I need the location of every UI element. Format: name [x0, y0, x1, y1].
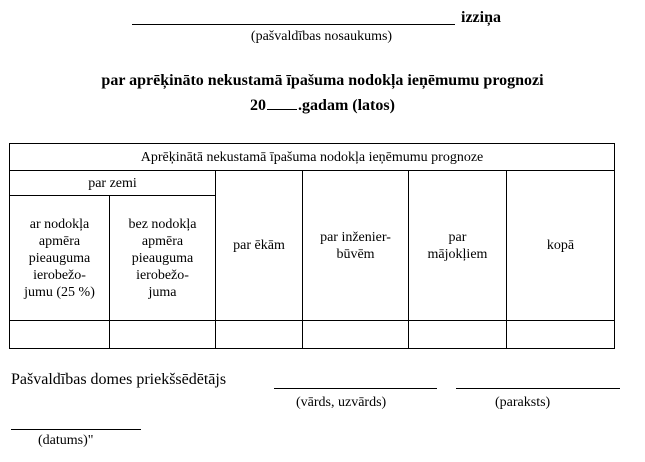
cell-buildings[interactable]: [216, 321, 303, 349]
municipality-name-blank[interactable]: [132, 7, 455, 25]
col-land-with-limit-line: apmēra: [38, 233, 81, 249]
table-row: [10, 321, 615, 349]
col-engineering: [303, 171, 409, 321]
col-total: kopā: [507, 171, 615, 321]
title-word: izziņa: [461, 9, 501, 26]
col-land-without-limit: [110, 196, 216, 321]
table-main-header: Aprēķinātā nekustamā īpašuma nodokļa ieņēmumu prognoze: [10, 144, 615, 171]
year-suffix: .gadam (latos): [298, 97, 395, 114]
cell-engineering[interactable]: [303, 321, 409, 349]
heading-line-1: par aprēķināto nekustamā īpašuma nodokļa ieņēmumu prognozi: [101, 72, 544, 89]
heading-line-2: [0, 95, 645, 115]
col-land-with-limit-line: pieauguma: [28, 250, 91, 266]
land-group-header: par zemi: [10, 171, 216, 196]
col-buildings: par ēkām: [216, 171, 303, 321]
col-land-with-limit-line: ar nodokļa: [29, 216, 90, 232]
municipality-caption: (pašvaldības nosaukums): [250, 29, 393, 44]
signature-line[interactable]: [456, 388, 620, 389]
col-land-without-limit-line: bez nodokļa: [128, 216, 197, 232]
col-residential-line: par: [448, 229, 467, 245]
cell-land-with-limit[interactable]: [10, 321, 110, 349]
chair-label: Pašvaldības domes priekšsēdētājs: [11, 371, 227, 388]
col-land-with-limit-line: ierobežo-: [33, 267, 86, 283]
col-land-with-limit-line: jumu (25 %): [24, 284, 95, 300]
col-residential: [409, 171, 507, 321]
col-land-without-limit-line: juma: [148, 284, 177, 300]
forecast-table: [9, 143, 615, 349]
signature-caption: (paraksts): [495, 395, 551, 410]
col-land-without-limit-line: ierobežo-: [136, 267, 189, 283]
col-land-with-limit: [10, 196, 110, 321]
date-line[interactable]: [11, 429, 141, 430]
cell-total[interactable]: [507, 321, 615, 349]
date-caption: (datums)": [38, 433, 94, 448]
municipality-caption-row: [0, 29, 645, 45]
name-caption: (vārds, uzvārds): [296, 395, 387, 410]
cell-land-without-limit[interactable]: [110, 321, 216, 349]
col-engineering-line: par inženier-: [320, 229, 391, 245]
name-line[interactable]: [274, 388, 437, 389]
year-blank[interactable]: [267, 95, 297, 110]
year-prefix: 20: [250, 97, 267, 114]
document-title: [132, 7, 501, 26]
cell-residential[interactable]: [409, 321, 507, 349]
col-land-without-limit-line: apmēra: [141, 233, 184, 249]
col-residential-line: mājokļiem: [427, 246, 488, 262]
col-land-without-limit-line: pieauguma: [131, 250, 194, 266]
col-engineering-line: būvēm: [336, 246, 375, 262]
